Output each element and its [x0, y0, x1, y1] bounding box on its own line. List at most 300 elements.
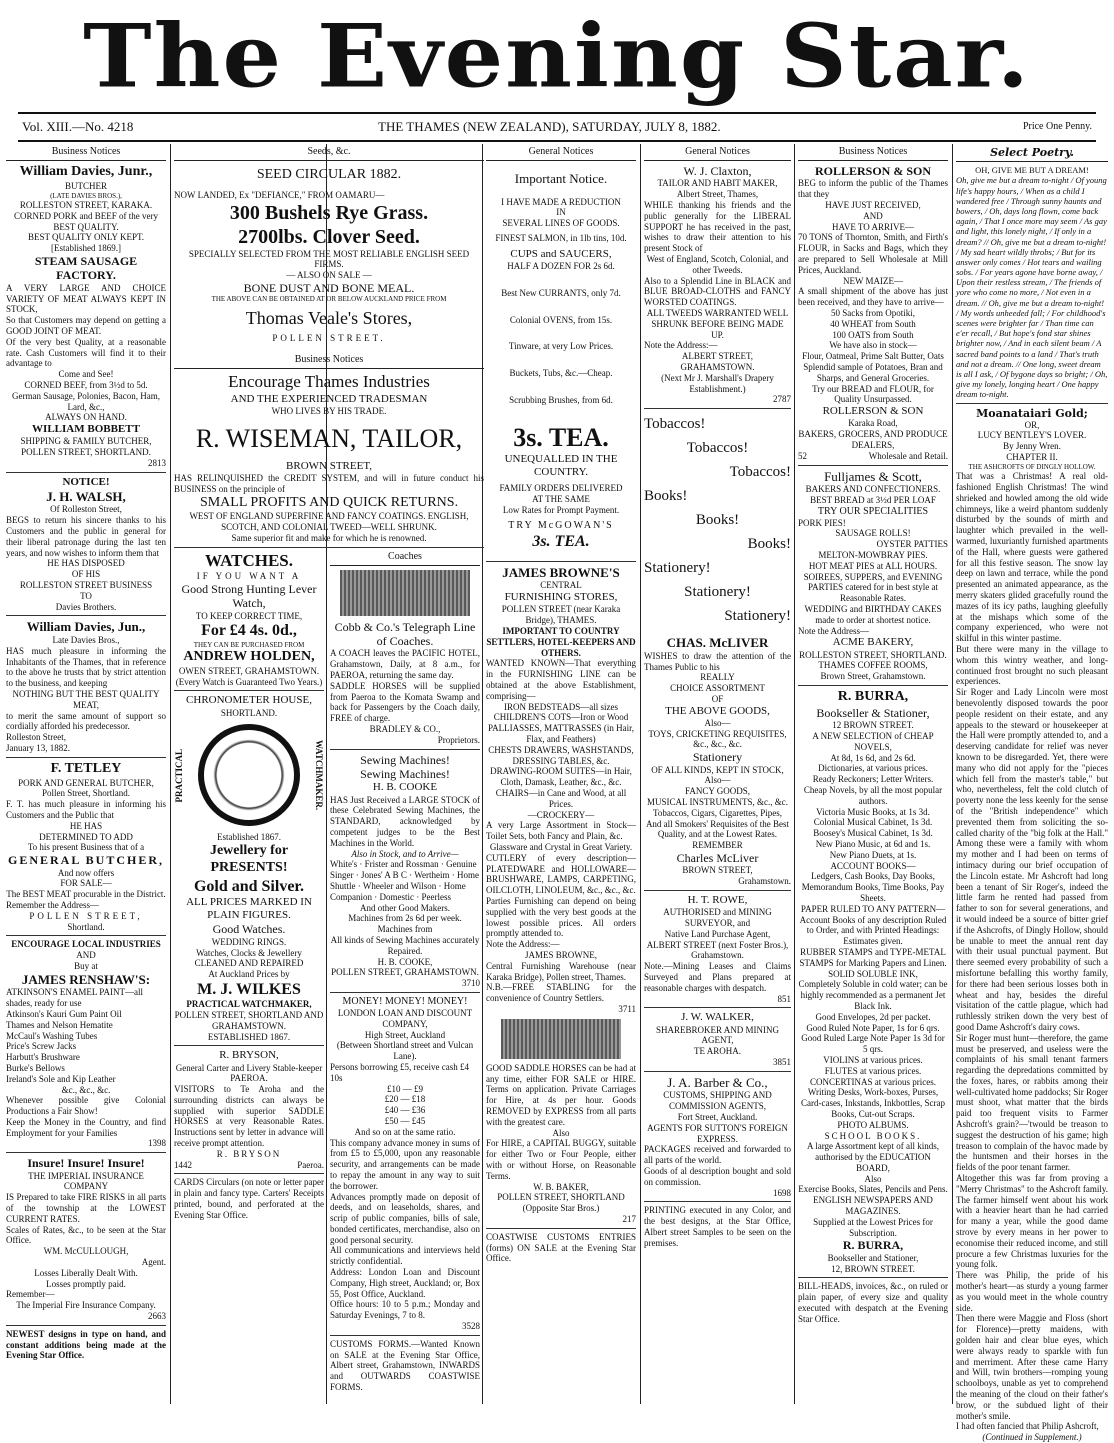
ad-line: Bookseller & Stationer, — [816, 705, 930, 720]
ad-line: Note the Address— — [798, 625, 869, 636]
ad-line: 40 WHEAT from South — [830, 318, 916, 329]
ad-line: Tinware, at very Low Prices. — [508, 341, 614, 352]
ad-line: to merit the same amount of support so cordially afforded his predecessor. — [6, 710, 166, 732]
ad-heading: Stationery! — [724, 608, 791, 625]
ad-line: To his present Business that of a — [27, 842, 145, 853]
ad-number: 2663 — [148, 1311, 166, 1322]
ad-heading: GENERAL BUTCHER, — [7, 853, 165, 868]
ad-heading: Books! — [644, 488, 688, 505]
ad-number: 2787 — [773, 394, 791, 405]
ad-line: FLUTES at various prices. — [824, 1065, 922, 1076]
ad-number: 217 — [622, 1213, 636, 1224]
ad-line: And so on at the same ratio. — [354, 1126, 456, 1137]
section-heading: Coaches — [330, 551, 480, 566]
ad-body: SADDLE HORSES will be supplied from Paeroa to the Komata Swamp and back for Passengers by the Coach daily, FREE of charge. — [330, 680, 480, 724]
ad-line: SPECIALLY SELECTED FROM THE MOST RELIABLE ENGLISH SEED FIRMS. — [188, 248, 470, 270]
ad-line: ENGLISH NEWSPAPERS AND MAGAZINES. — [813, 1195, 933, 1217]
column-2 — [174, 146, 484, 1401]
ad-line: TO KEEP CORRECT TIME, — [195, 610, 303, 621]
ad-number: 1442 — [174, 1159, 192, 1170]
ad-line: Dictionaries, at various prices. — [818, 763, 928, 774]
ad-body: A very Large Assortment in Stock—Toilet Sets, both Fancy and Plain, &c. — [486, 820, 636, 842]
ad-line: PRACTICAL — [174, 748, 184, 803]
ad-line: Remember the Address— — [6, 899, 99, 910]
story-paragraph: There was Philip, the pride of his mother's heart—as sturdy a young farmer as you would meet in the whole country side. — [956, 1270, 1108, 1313]
advertiser-name: J. H. WALSH, — [46, 488, 126, 504]
ad-line: CHILDREN'S COTS—Iron or Wood — [493, 712, 629, 723]
ad-number: 3711 — [618, 1003, 636, 1014]
ad-line: IRON BEDSTEADS—all sizes — [504, 701, 618, 712]
ad-heading: 3s. TEA. — [532, 532, 590, 550]
ad-body: A small shipment of the above has just been received, and they have to arrive— — [798, 286, 948, 308]
ad-line: CHRONOMETER HOUSE, — [186, 694, 312, 707]
advertiser-name: H. T. ROWE, — [687, 894, 748, 907]
ad-line: McCaul's Washing Tubes — [6, 1030, 98, 1041]
ad-line: WATCHMAKER. — [314, 740, 324, 811]
ad-date: January 13, 1882. — [6, 743, 70, 753]
poem-title: OH, GIVE ME BUT A DREAM! — [975, 165, 1089, 176]
advertiser-name: J. W. WALKER, — [681, 1011, 754, 1024]
ad-line: CLEANED AND REPAIRED — [194, 958, 304, 969]
ad-line: Good Strong Hunting Lever Watch, — [181, 581, 317, 611]
story-paragraph: Then there were Maggie and Floss (short for Florence)—pretty maidens, with golden hair and clear blue eyes, which were always ready to sparkle with fun and merriment. After these came Harry and Will, twin brothers—romping young schoolboys, unable as yet to comprehend the meaning of the cloud on their father's brow, or the subdued light of their mother's smile. — [956, 1313, 1108, 1421]
ad-line: Best New CURRANTS, only 7d. — [501, 287, 621, 298]
story-paragraph: Sir Roger must hunt—therefore, the game must be preserved, and useless were the complaints of his small tenant farmers regarding the depredations committed by the foxes, hares, or rabbits among their well-cultivated home paddocks; Sir Roger must shoot, what matter that the birds paid too frequent visits to Farmer Ashcroft's grain?—'twould be treason to suggest the destruction of his game; high treason to complain of the havoc made by the huntsmen and their horses in the fields of the poor tenant farmer. — [956, 1032, 1108, 1173]
ad-line: We have also in stock— — [829, 340, 917, 351]
ad-line: Fort Street, Auckland. — [677, 1111, 758, 1122]
ad-line: AGENTS FOR SUTTON'S FOREIGN EXPRESS. — [647, 1122, 788, 1144]
ad-line: Whenever possible give Colonial Productions a Fair Show! — [6, 1095, 166, 1117]
dateline — [18, 112, 1096, 142]
ad-line: ROLLESTON STREET BUSINESS — [19, 580, 153, 591]
column-rule — [640, 144, 641, 1404]
ad-line: (Next Mr J. Marshall's Drapery Establishment.) — [661, 372, 774, 394]
ad-line: Harbutt's Brushware — [6, 1052, 80, 1063]
divider — [6, 1152, 166, 1153]
ad-line: TRY McGOWAN'S — [508, 519, 614, 531]
ad-body: Note.—Mining Leases and Claims Surveyed and Plans prepared at reasonable charges with despatch. — [644, 961, 791, 993]
story-author: By Jenny Wren. — [1003, 441, 1061, 452]
ad-body: HAS much pleasure in informing the Inhabitants of the Thames, that in reference to the above he trusts that by strict attention to the business, and keeping — [6, 645, 166, 689]
ad-line: WHO LIVES BY HIS TRADE. — [271, 405, 387, 416]
ad-body: COASTWISE CUSTOMS ENTRIES (forms) ON SALE at the Evening Star Office. — [486, 1231, 636, 1264]
ad-line: 12 BROWN STREET. — [832, 720, 914, 731]
story-paragraph: But there were many in the village to whom this wintry weather, and long-continued frost brought no such pleasant experiences. — [956, 644, 1108, 687]
ad-heading: Stationery! — [684, 584, 751, 601]
ad-body: NEWEST designs in type on hand, and constant additions being made at the Evening Star Office. — [6, 1328, 166, 1361]
ad-body: For HIRE, a CAPITAL BUGGY, suitable for either Two or Four People, either with or without Horse, on Reasonable Terms. — [486, 1138, 636, 1181]
ad-line: PHOTO ALBUMS. — [837, 1119, 909, 1130]
ad-line: Atkinson's Kauri Gum Paint Oil — [6, 1008, 122, 1019]
advertiser-name: ROLLERSON & SON — [814, 164, 932, 178]
ad-line: High Street, Auckland — [364, 1029, 446, 1040]
ad-line: R. BRYSON — [216, 1148, 282, 1159]
ad-line: OYSTER PATTIES — [876, 539, 948, 550]
chapter-subtitle: THE ASHCROFTS OF DINGLY HOLLOW. — [968, 462, 1096, 471]
ad-line: Remember— — [6, 1289, 55, 1300]
ad-line: And all Smokers' Requisites of the Best Quality, and at the Lowest Rates. — [645, 818, 790, 840]
ad-line: Paeroa. — [297, 1159, 324, 1170]
ad-line: Note the Address:— — [486, 939, 560, 950]
newspaper-title: The Evening Star. — [83, 4, 1031, 108]
section-heading: Select Poetry. — [956, 146, 1108, 162]
ad-line: FURNISHING STORES, — [504, 591, 618, 604]
story-subtitle: LUCY BENTLEY'S LOVER. — [977, 430, 1087, 441]
masthead — [0, 0, 1114, 110]
ad-number: 1698 — [773, 1187, 791, 1198]
ad-line: TE AROHA. — [694, 1046, 741, 1057]
ad-body: Also to a Splendid Line in BLACK and BLUE BROAD-CLOTHS and FANCY WORSTED COATINGS. — [644, 275, 791, 308]
ad-line: FAMILY ORDERS DELIVERED — [499, 483, 623, 494]
ad-line: Native Land Purchase Agent, — [664, 928, 771, 939]
ad-line: Same superior fit and make for which he is renowned. — [231, 532, 427, 543]
advertiser-name: JAMES BROWNE'S — [502, 564, 620, 580]
ad-line: SCHOOL BOOKS. — [824, 1130, 922, 1141]
ad-line: WM. McCULLOUGH, — [43, 1246, 129, 1257]
divider — [6, 1325, 166, 1326]
ad-line: ESTABLISHED 1867. — [207, 1031, 291, 1042]
ad-line: Pollen Street, Shortland. — [42, 788, 130, 799]
ad-footer — [798, 451, 948, 462]
ad-line: Grahamstown. — [738, 876, 791, 887]
advertiser-name: BRADLEY & CO., — [369, 724, 441, 735]
ad-line: £40 — £36 — [384, 1105, 426, 1116]
divider — [798, 465, 948, 466]
ad-line: CHOICE ASSORTMENT — [670, 683, 765, 694]
ad-line: Losses promptly paid. — [46, 1278, 126, 1289]
ad-line: Keep the Money in the Country, and find Employment for your Families — [6, 1116, 166, 1138]
ad-heading: Tobaccos! — [686, 440, 749, 457]
ad-line: Karaka Road, — [848, 418, 898, 429]
advertiser-name: William Davies, Junr., — [19, 164, 153, 179]
ad-line: FANCY GOODS, — [684, 786, 750, 797]
ad-line: SAUSAGE ROLLS! — [835, 528, 911, 539]
ad-number: 52 — [798, 450, 807, 461]
ad-line: Tobaccos, Cigars, Cigarettes, Pipes, — [652, 807, 783, 818]
ad-line: IN — [556, 207, 566, 218]
ad-body: GOOD SADDLE HORSES can be had at any time, either FOR SALE or HIRE. Terms on application. Private Carriages for Hire, at 4s per hour. Goods REMOVED by EXPRESS from all parts with the greatest care. — [486, 1062, 636, 1127]
divider — [798, 685, 948, 686]
ad-line: BEST QUALITY ONLY KEPT. — [27, 232, 145, 243]
ad-line: CHESTS DRAWERS, WASHSTANDS, DRESSING TABLES, &c. — [488, 744, 634, 766]
ad-line: THE ABOVE GOODS, — [665, 704, 770, 717]
ad-line: 12, BROWN STREET. — [831, 1263, 915, 1274]
advertiser-name: Charles McLiver — [676, 851, 759, 866]
place-and-date: THE THAMES (NEW ZEALAND), SATURDAY, JULY 8, 1882. — [378, 119, 721, 134]
advertiser-name: R. BURRA, — [837, 689, 909, 705]
ad-line: Ready Reckoners; Letter Writers. — [812, 774, 934, 785]
divider — [486, 561, 636, 562]
divider — [330, 1335, 480, 1336]
ad-line: Scrubbing Brushes, from 6d. — [509, 394, 613, 405]
ad-line: THE IMPERIAL INSURANCE COMPANY — [28, 1170, 144, 1192]
ad-heading: Sewing Machines! — [360, 752, 450, 767]
ad-line: Established 1867. — [217, 832, 281, 843]
ad-line: SHAREBROKER AND MINING AGENT, — [655, 1024, 779, 1046]
ad-line: ACCOUNT BOOKS— — [830, 860, 916, 871]
ad-line: AT THE SAME — [532, 494, 590, 505]
ad-line: WEST OF ENGLAND SUPERFINE AND FANCY COATINGS. ENGLISH, SCOTCH, AND COLONIAL TWEED—WELL SHRUNK. — [189, 511, 469, 533]
ad-line: HE HAS DISPOSED — [47, 558, 125, 569]
ad-heading: ENCOURAGE LOCAL INDUSTRIES — [11, 939, 161, 950]
ad-line: All kinds of Sewing Machines accurately Repaired. — [330, 934, 480, 956]
advertiser-name: William Davies, Jun., — [26, 619, 146, 635]
column-5 — [644, 146, 791, 1401]
ad-line: Of the very best Quality, at a reasonable rate. Cash Customers will find it to their advantage to — [6, 336, 166, 369]
ad-line: The Imperial Fire Insurance Company. — [16, 1300, 156, 1311]
ad-line: SHORTLAND. — [220, 707, 278, 718]
ad-heading: IMPORTANT TO COUNTRY SETTLERS, HOTEL-KEEPERS AND OTHERS. — [486, 626, 636, 658]
ad-line: At Auckland Prices by — [208, 969, 290, 980]
ad-line: POLLEN STREET, SHORTLAND AND GRAHAMSTOWN. — [174, 1009, 324, 1031]
advertiser-name: H. B. COOKE, — [377, 956, 433, 967]
ad-line: Come and See! — [58, 369, 114, 380]
divider — [486, 1228, 636, 1229]
ad-line: NOTHING BUT THE BEST QUALITY MEAT, — [12, 689, 160, 710]
story-paragraph: That was a Christmas! A real old-fashioned English Christmas! The wind shrieked and howled among the old wide chimneys, like a weird phantom suddenly disturbed by the sounds of mirth and laughter which prevailed in the well-warmed, luxuriantly furnished apartments of the Hall, where guests were gathered for all this festive season. The snow lay deep on lawn and terrace, while the pond presented an animated appearance, as the merry skaters glided gracefully round the mazes of its icy paths, laughing gleefully at the mishaps which some of the company experienced, who were not skilful in this winter pastime. — [956, 471, 1108, 644]
column-rule — [794, 144, 795, 1404]
ad-body: HAS RELINQUISHED the CREDIT SYSTEM, and will in future conduct his BUSINESS on the principle of — [174, 472, 484, 494]
ad-line: Of Rolleston Street, — [50, 504, 122, 515]
column-rule — [952, 144, 953, 1404]
ad-line: HALF A DOZEN FOR 2s 6d. — [507, 260, 615, 271]
ad-line: Victoria Music Books, at 1s 3d. — [816, 806, 930, 817]
ad-line: A NEW SELECTION of CHEAP NOVELS, — [812, 731, 934, 752]
ad-body: IS Prepared to take FIRE RISKS in all parts of the township at the LOWEST CURRENT RATES. — [6, 1192, 166, 1224]
ad-line: MELTON-MOWBRAY PIES. — [818, 550, 928, 561]
coach-illustration — [340, 570, 470, 616]
section-heading: Business Notices — [6, 146, 166, 161]
ad-line: HOT MEAT PIES at ALL HOURS. — [808, 560, 938, 571]
ad-line: MUSICAL INSTRUMENTS, &c., &c. — [647, 797, 788, 808]
ad-line: Completely Soluble in cold water; can be highly recommended as a permanent Jet Black Ink. — [798, 979, 948, 1011]
advertiser-name: W. B. BAKER, — [533, 1181, 589, 1192]
volume-number: Vol. XIII.—No. 4218 — [22, 119, 134, 134]
ad-line: OWEN STREET, GRAHAMSTOWN. — [178, 665, 320, 676]
section-heading: General Notices — [644, 146, 791, 161]
ad-line: Persons borrowing £5, receive cash £4 10s — [330, 1061, 469, 1083]
ad-line: Also — [864, 1173, 882, 1184]
ad-line: Albert Street, Thames, — [676, 189, 759, 200]
advertiser-name: ROLLERSON & SON — [822, 405, 924, 418]
ad-heading: Insure! Insure! Insure! — [27, 1156, 145, 1171]
ad-line: Burke's Bellows — [6, 1062, 65, 1073]
advertiser-name: JAMES BROWNE, — [524, 949, 597, 960]
ad-line: POLLEN STREET, SHORTLAND — [497, 1192, 625, 1203]
ad-heading: Stationery! — [644, 560, 711, 577]
ad-line: ATKINSON'S ENAMEL PAINT—all shades, ready for use — [6, 987, 143, 1009]
ad-line: WEDDING RINGS. — [211, 936, 287, 947]
ad-line: £20 — £18 — [384, 1094, 426, 1105]
advertiser-name: Fulljames & Scott, — [824, 468, 922, 484]
ad-line: PORK AND GENERAL BUTCHER, — [18, 777, 154, 788]
ad-heading: Important Notice. — [514, 171, 608, 186]
ad-heading: Tobaccos! — [729, 464, 791, 481]
ad-line: German Sausage, Polonies, Bacon, Ham, Lard, &c., — [12, 390, 160, 412]
advertiser-name: JAMES RENSHAW'S: — [21, 971, 151, 987]
ad-line: FOR SALE— — [60, 878, 112, 889]
ad-line: POLLEN STREET, GRAHAMSTOWN. — [331, 967, 479, 978]
ad-line: Scales of Rates, &c., to be seen at the Star Office. — [6, 1224, 166, 1246]
ad-heading: WATCHES. — [204, 550, 293, 570]
ad-body: Advances promptly made on deposit of deeds, and on leaseholds, shares, and scrip of public companies, bills of sale, bonded certificates, merchandise, also on good personal security. — [330, 1191, 480, 1245]
ad-heading: Tobaccos! — [644, 416, 706, 433]
ad-line: DETERMINED TO ADD — [39, 831, 133, 842]
ad-line: Good Ruled Note Paper, 1s for 6 qrs. — [806, 1022, 940, 1033]
section-heading: Business Notices — [798, 146, 948, 161]
ad-line: Colonial Musical Cabinet, 1s 3d. — [813, 817, 933, 828]
ad-line: PALLIASSES, MATTRASSES (in Hair, Flax, and Feathers) — [487, 723, 635, 745]
divider — [174, 1045, 324, 1046]
ad-line: And other Good Makers. — [360, 902, 450, 913]
ad-line: BONE DUST AND BONE MEAL. — [243, 280, 415, 295]
advertiser-name: M. J. WILKES — [197, 980, 301, 998]
ad-line: Good Watches. — [212, 922, 286, 937]
watch-ad — [174, 551, 324, 1393]
ad-line: VIOLINS at various prices. — [823, 1054, 923, 1065]
ad-line: SHIPPING & FAMILY BUTCHER, POLLEN STREET, SHORTLAND. — [20, 436, 152, 458]
ad-line: A VERY LARGE AND CHOICE VARIETY OF MEAT ALWAYS KEPT IN STOCK, — [6, 282, 166, 315]
ad-line: Cheap Novels, by all the most popular authors. — [803, 785, 943, 806]
ad-line: BEST BREAD at 3½d PER LOAF — [810, 494, 936, 505]
divider — [798, 1277, 948, 1278]
ad-body: Goods of al description bought and sold on commission. — [644, 1165, 791, 1187]
ad-body: F. T. has much pleasure in informing his Customers and the Public that — [6, 799, 166, 820]
ad-line: Watches, Clocks & Jewellery — [196, 947, 302, 958]
column-6 — [798, 146, 948, 1401]
ad-line: Good Ruled Large Note Paper 1s 3d for 5 qrs. — [801, 1033, 945, 1055]
ad-line: UNEQUALLED IN THE COUNTRY. — [504, 452, 618, 479]
ad-line: RUBBER STAMPS and TYPE-METAL STAMPS for Marking Papers and Linen. — [799, 946, 947, 968]
ad-line: Machines from 2s 6d per week. Machines from — [348, 913, 462, 935]
coach-ad — [330, 551, 480, 1393]
ad-line: TO — [80, 590, 92, 601]
ad-line: ACME BAKERY, — [832, 636, 914, 649]
ad-line: Writing Desks, Work-boxes, Purses, Card-cases, Inkstands, Inkbottles, Scrap Books, Cut-out Scraps. — [801, 1087, 945, 1119]
ad-body: WHILE thanking his friends and the public generally for the LIBERAL SUPPORT he has received in the past, wishes to draw their attention to his present Stock of — [644, 199, 791, 254]
ad-body: Office hours: 10 to 5 p.m.; Monday and Saturday Evenings, 7 to 8. — [330, 1299, 480, 1321]
ad-body: N.B.—FREE STABLING for the convenience of Country Settlers. — [486, 982, 636, 1004]
ad-line: AND — [863, 210, 883, 221]
ad-line: REMEMBER — [692, 840, 743, 851]
advertiser-name: WILLIAM BOBBETT — [32, 423, 140, 436]
ad-body: CUSTOMS FORMS.—Wanted Known on SALE at the Evening Star Office, Albert street, Grahamstown, INWARDS and OUTWARDS COASTWISE FORMS. — [330, 1338, 480, 1393]
divider — [174, 690, 324, 691]
ad-line: Ledgers, Cash Books, Day Books, Memorandum Books, Time Books, Pay Sheets. — [801, 871, 945, 903]
price: Price One Penny. — [1022, 121, 1092, 132]
ad-line: BROWN STREET, — [286, 459, 372, 472]
ad-line: Low Rates for Prompt Payment. — [502, 504, 620, 515]
ad-line: AND THE EXPERIENCED TRADESMAN — [230, 392, 428, 405]
ad-line: SOIREES, SUPPERS, and EVENING PARTIES catered for in best style at Reasonable Rates. — [803, 571, 943, 604]
ad-line: TOYS, CRICKETING REQUISITES, &c., &c., &c. — [648, 728, 787, 750]
ad-line: THEY CAN BE PURCHASED FROM — [193, 640, 305, 649]
ad-line: Price's Screw Jacks — [6, 1041, 77, 1052]
ad-line: Also— — [704, 717, 731, 728]
ad-line: NEW MAIZE— — [842, 275, 904, 286]
ad-line: LONDON LOAN AND DISCOUNT COMPANY, — [337, 1007, 473, 1029]
ad-heading: NOTICE! — [62, 475, 110, 488]
ad-body: HAS Just Received a LARGE STOCK of these Celebrated Sewing Machines, the STANDARD, acknowledged by competent judges to be the Best Machines in the World. — [330, 794, 480, 848]
ad-line: POLLEN STREET. — [272, 333, 386, 344]
ad-line: And now offers — [57, 867, 115, 878]
ad-line: OF HIS — [71, 569, 101, 580]
ad-heading: Books! — [747, 536, 791, 553]
ad-line: AND — [76, 950, 96, 961]
ad-line: Also— — [704, 775, 731, 786]
advertiser-name: CHAS. McLIVER — [666, 635, 769, 651]
ad-line: OF — [711, 693, 724, 704]
ad-line: BAKERS, GROCERS, AND PRODUCE DEALERS, — [798, 429, 948, 450]
divider — [644, 1071, 791, 1072]
divider — [174, 1173, 324, 1174]
column-7 — [956, 146, 1108, 1443]
column-1 — [6, 146, 166, 1401]
divider — [644, 890, 791, 891]
ad-line: PAPER RULED TO ANY PATTERN— — [800, 903, 946, 914]
horse-illustration — [501, 1019, 621, 1059]
advertiser-name: J. A. Barber & Co., — [667, 1074, 768, 1090]
ad-body: CUTLERY of every description—PLATEDWARE and HOLLOWARE—BRUSHWARE, LAMPS, CARPETING, OILCLOTH, LINOLEUM, &c., &c., &c. — [486, 852, 636, 896]
ad-heading: Encourage Thames Industries — [228, 372, 430, 392]
divider — [330, 992, 480, 993]
ad-body: 70 TONS of Thornton, Smith, and Firth's FLOUR, in Sacks and Bags, which they are prepared to Sell Wholesale at Mill Prices, Auckland. — [798, 232, 948, 275]
ad-line: Brown Street, Grahamstown. — [820, 671, 926, 682]
ad-line: BAKERS AND CONFECTIONERS. — [805, 484, 941, 495]
ad-line: New Piano Music, at 6d and 1s. — [815, 838, 931, 849]
ad-body: PACKAGES received and forwarded to all parts of the world. — [644, 1144, 791, 1166]
advertiser-name: W. J. Claxton, — [683, 164, 752, 178]
ad-line: —CROCKERY— — [527, 809, 595, 820]
ad-line: 100 OATS from South — [832, 329, 914, 340]
ad-line: (Between Shortland street and Vulcan Lane). — [336, 1040, 474, 1062]
ad-line: PORK PIES! — [798, 517, 846, 528]
divider — [6, 615, 166, 616]
ad-line: Shortland. — [67, 921, 105, 932]
ad-line: New Piano Duets, at 1s. — [829, 849, 917, 860]
ad-line: Exercise Books, Slates, Pencils and Pens. — [798, 1184, 948, 1195]
ad-line: CUPS and SAUCERS, — [510, 247, 612, 260]
ad-line: The BEST MEAT procurable in the District. — [6, 889, 166, 900]
ad-number: 1398 — [148, 1138, 166, 1149]
ad-number: 3710 — [462, 978, 480, 989]
ad-line: [Established 1869.] — [51, 243, 121, 254]
story-paragraph: Sir Roger and Lady Lincoln were most benevolently disposed towards the poor people resident on their estate, and any appeals to the steward or housekeeper at the Hall were promptly attended to, and a deserving candidate for relief was never known to be disregarded. Yet, there were many who did not apply for the "pieces which fell from the master's table," but who, nevertheless, felt the cold clutch of poverty none the less keenly for the sense of the "British independence" which prevented them from soliciting the so-called charity of the "big folk at the Hall." Among these were a family with whom my mother and I had been on terms of intimacy during our brief occupation of the Lincoln estate. Mr Ashcroft had long been a tenant of Sir Roger's, indeed the little farm he rented had passed from father to son for several generations, and it would indeed be a source of bitter grief if the Ashcrofts, of Dingly Hollow, should be unable to meet the annual rent day with their usual punctual payment. But there seemed every probability of such a misfortune befalling this worthy family, for there had been serious losses both in wheat and hay, besides the direful visitation of the cattle plague, which had ruthlessly striken down the very best of good Dame Ashcroft's dairy cows. — [956, 687, 1108, 1032]
ad-line: Glassware and Crystal in Great Variety. — [489, 842, 633, 852]
ad-line: Proprietors. — [437, 734, 480, 745]
ad-line: THE ABOVE CAN BE OBTAINED AT OR BELOW AUCKLAND PRICE FROM — [211, 295, 447, 304]
ad-line: CORNED BEEF, from 3½d to 5d. — [24, 379, 148, 390]
ad-line: Also — [552, 1127, 570, 1138]
ad-line: ALBERT STREET (next Foster Bros.), Grahamstown. — [646, 939, 789, 961]
ad-line: £50 — £45 — [384, 1115, 426, 1126]
ad-line: At 8d, 1s 6d, and 2s 6d. — [830, 752, 916, 763]
ad-line: Supplied at the Lowest Prices for Subscription. — [813, 1216, 933, 1238]
ad-line: A large Assortment kept of all kinds, authorised by the EDUCATION BOARD, — [806, 1141, 940, 1173]
ad-line: Try our BREAD and FLOUR, for Quality Unsurpassed. — [812, 383, 934, 405]
ad-number: 851 — [777, 993, 791, 1004]
column-rule — [170, 144, 171, 1404]
divider — [956, 403, 1108, 404]
ad-line: HAVE JUST RECEIVED, — [825, 199, 921, 210]
column-4 — [486, 146, 636, 1401]
ad-line: WEDDING and BIRTHDAY CAKES made to order at shortest notice. — [804, 604, 942, 625]
story-paragraph: I had often fancied that Philip Ashcroft, — [956, 1421, 1099, 1432]
ad-line: CONCERTINAS at various prices. — [810, 1076, 936, 1087]
ad-line: CUSTOMS, SHIPPING AND COMMISSION AGENTS, — [663, 1090, 772, 1112]
ad-line: £10 — £9 — [387, 1083, 423, 1094]
section-heading: Seeds, &c. — [174, 146, 484, 161]
